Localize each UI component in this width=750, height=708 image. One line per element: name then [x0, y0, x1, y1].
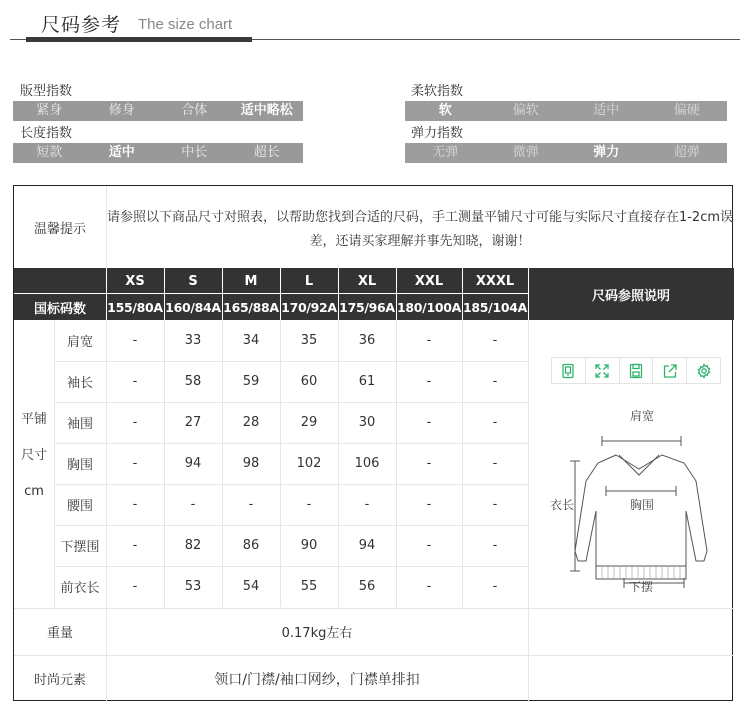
- table-cell: -: [132, 538, 138, 553]
- divider: [54, 566, 528, 567]
- measurement-name: 胸围: [66, 458, 93, 473]
- table-cell: -: [492, 415, 498, 430]
- group-label-line: 平铺: [20, 412, 47, 427]
- table-cell: -: [492, 538, 498, 553]
- intl-size-header: 175/96A: [339, 299, 395, 315]
- elasticity-option: 超弹: [673, 145, 700, 160]
- fit-option-selected: 适中略松: [240, 103, 293, 118]
- group-label-line: cm: [24, 484, 44, 499]
- divider: [106, 608, 107, 702]
- fit-index: [13, 83, 303, 121]
- divider: [222, 320, 223, 607]
- divider: [54, 443, 528, 444]
- table-cell: -: [132, 579, 138, 594]
- table-cell: 33: [184, 333, 202, 348]
- share-icon[interactable]: [653, 358, 687, 383]
- table-cell: 98: [242, 456, 260, 471]
- table-cell: -: [492, 456, 498, 471]
- fit-option: 修身: [108, 103, 135, 118]
- style-value: 领口/门襟/袖口网纱，门襟单排扣: [214, 671, 420, 688]
- measurement-name: 袖长: [66, 376, 93, 391]
- table-cell: -: [492, 579, 498, 594]
- table-cell: 106: [354, 456, 380, 471]
- table-cell: -: [132, 333, 138, 348]
- size-header: XXL: [414, 273, 444, 289]
- elasticity-index-bar: [405, 143, 727, 163]
- table-cell: 60: [300, 374, 318, 389]
- table-cell: -: [364, 497, 370, 512]
- length-option: 中长: [181, 145, 208, 160]
- table-cell: 58: [184, 374, 202, 389]
- expand-icon[interactable]: [586, 358, 620, 383]
- reference-label: 尺码参照说明: [591, 288, 670, 304]
- size-header: XS: [125, 273, 145, 289]
- measurement-group-label: [14, 401, 54, 511]
- softness-option: 偏软: [512, 103, 539, 118]
- size-table: [13, 185, 733, 701]
- page-subtitle: The size chart: [138, 16, 233, 33]
- length-index: [13, 125, 303, 163]
- table-cell: -: [132, 497, 138, 512]
- table-cell: 30: [358, 415, 376, 430]
- table-cell: -: [492, 374, 498, 389]
- length-option: 超长: [253, 145, 280, 160]
- table-cell: 86: [242, 538, 260, 553]
- hem-label: 下摆: [629, 580, 654, 594]
- softness-index-label: 柔软指数: [411, 84, 464, 99]
- page-title: 尺码参考: [41, 14, 122, 36]
- divider: [54, 484, 528, 485]
- table-cell: 102: [296, 456, 322, 471]
- table-cell: 36: [358, 333, 376, 348]
- intl-size-header: 155/80A: [107, 299, 163, 315]
- intl-size-header: 180/100A: [396, 299, 462, 315]
- table-cell: 35: [300, 333, 318, 348]
- table-cell: -: [426, 538, 432, 553]
- divider: [106, 320, 107, 607]
- softness-option: 适中: [593, 103, 620, 118]
- notice-label: 温馨提示: [33, 221, 86, 237]
- divider: [54, 525, 528, 526]
- style-label: 时尚元素: [33, 673, 86, 688]
- softness-index: [405, 83, 727, 121]
- intl-size-header: 170/92A: [281, 299, 337, 315]
- divider: [164, 320, 165, 607]
- fit-option: 合体: [181, 103, 208, 118]
- table-cell: 90: [300, 538, 318, 553]
- elasticity-option: 无弹: [432, 145, 459, 160]
- divider: [280, 268, 281, 320]
- elasticity-option-selected: 弹力: [593, 145, 620, 160]
- garment-diagram: [544, 411, 729, 596]
- softness-option-selected: 软: [438, 103, 452, 118]
- table-cell: -: [248, 497, 254, 512]
- header-underline-bar: [26, 37, 252, 42]
- divider: [396, 320, 397, 607]
- measurement-name: 肩宽: [66, 335, 93, 350]
- fit-index-bar: [13, 101, 303, 121]
- table-cell: -: [426, 579, 432, 594]
- table-cell: -: [492, 497, 498, 512]
- table-cell: 34: [242, 333, 260, 348]
- elasticity-option: 微弹: [512, 145, 539, 160]
- elasticity-index-label: 弹力指数: [411, 126, 464, 141]
- table-cell: 29: [300, 415, 318, 430]
- divider: [222, 268, 223, 320]
- weight-label: 重量: [46, 626, 73, 641]
- divider: [106, 268, 107, 320]
- divider: [338, 268, 339, 320]
- table-cell: -: [132, 415, 138, 430]
- length-index-bar: [13, 143, 303, 163]
- table-cell: 94: [358, 538, 376, 553]
- page-header: [0, 0, 750, 44]
- divider: [54, 361, 528, 362]
- intl-size-label: 国标码数: [33, 301, 86, 317]
- divider: [280, 320, 281, 607]
- divider: [528, 320, 529, 607]
- table-cell: -: [426, 333, 432, 348]
- fit-option: 紧身: [36, 103, 63, 118]
- table-cell: 82: [184, 538, 202, 553]
- notice-text: 请参照以下商品尺寸对照表，以帮助您找到合适的尺码，手工测量平铺尺寸可能与实际尺寸直接存在1-2cm误差，还请买家理解并事先知晓，谢谢！: [106, 210, 734, 249]
- table-cell: 53: [184, 579, 202, 594]
- table-cell: 61: [358, 374, 376, 389]
- copy-icon[interactable]: [552, 358, 586, 383]
- size-header: S: [188, 273, 198, 289]
- table-cell: 54: [242, 579, 260, 594]
- size-header: L: [304, 273, 314, 289]
- intl-size-header: 185/104A: [462, 299, 528, 315]
- size-header: XL: [357, 273, 377, 289]
- divider: [54, 402, 528, 403]
- settings-icon[interactable]: [687, 358, 720, 383]
- table-cell: -: [426, 374, 432, 389]
- divider: [338, 320, 339, 607]
- shoulder-label: 肩宽: [630, 409, 655, 423]
- divider: [462, 268, 463, 320]
- table-cell: 55: [300, 579, 318, 594]
- chest-label: 胸围: [630, 498, 655, 512]
- measurement-name: 袖围: [66, 417, 93, 432]
- length-index-label: 长度指数: [20, 126, 73, 141]
- table-cell: -: [190, 497, 196, 512]
- table-cell: -: [132, 456, 138, 471]
- table-cell: 27: [184, 415, 202, 430]
- weight-value: 0.17kg左右: [281, 626, 353, 641]
- divider: [396, 268, 397, 320]
- divider: [528, 608, 529, 702]
- save-icon[interactable]: [620, 358, 654, 383]
- table-cell: -: [306, 497, 312, 512]
- length-option: 短款: [36, 145, 63, 160]
- table-cell: -: [492, 333, 498, 348]
- elasticity-index: [405, 125, 727, 163]
- length-option-selected: 适中: [108, 145, 135, 160]
- measurement-name: 前衣长: [60, 581, 100, 596]
- size-header: XXXL: [475, 273, 515, 289]
- divider: [462, 320, 463, 607]
- size-header: M: [244, 273, 258, 289]
- table-cell: -: [426, 415, 432, 430]
- table-cell: 28: [242, 415, 260, 430]
- divider: [164, 268, 165, 320]
- image-toolbar: [551, 357, 721, 384]
- group-label-line: 尺寸: [20, 448, 47, 463]
- table-cell: -: [132, 374, 138, 389]
- measurement-name: 下摆围: [60, 540, 100, 555]
- softness-option: 偏硬: [673, 103, 700, 118]
- softness-index-bar: [405, 101, 727, 121]
- intl-size-header: 165/88A: [223, 299, 279, 315]
- table-cell: -: [426, 497, 432, 512]
- length-label: 衣长: [550, 498, 575, 512]
- table-cell: -: [426, 456, 432, 471]
- measurement-name: 腰围: [66, 499, 93, 514]
- table-cell: 59: [242, 374, 260, 389]
- table-cell: 56: [358, 579, 376, 594]
- table-cell: 94: [184, 456, 202, 471]
- fit-index-label: 版型指数: [20, 84, 73, 99]
- intl-size-header: 160/84A: [165, 299, 221, 315]
